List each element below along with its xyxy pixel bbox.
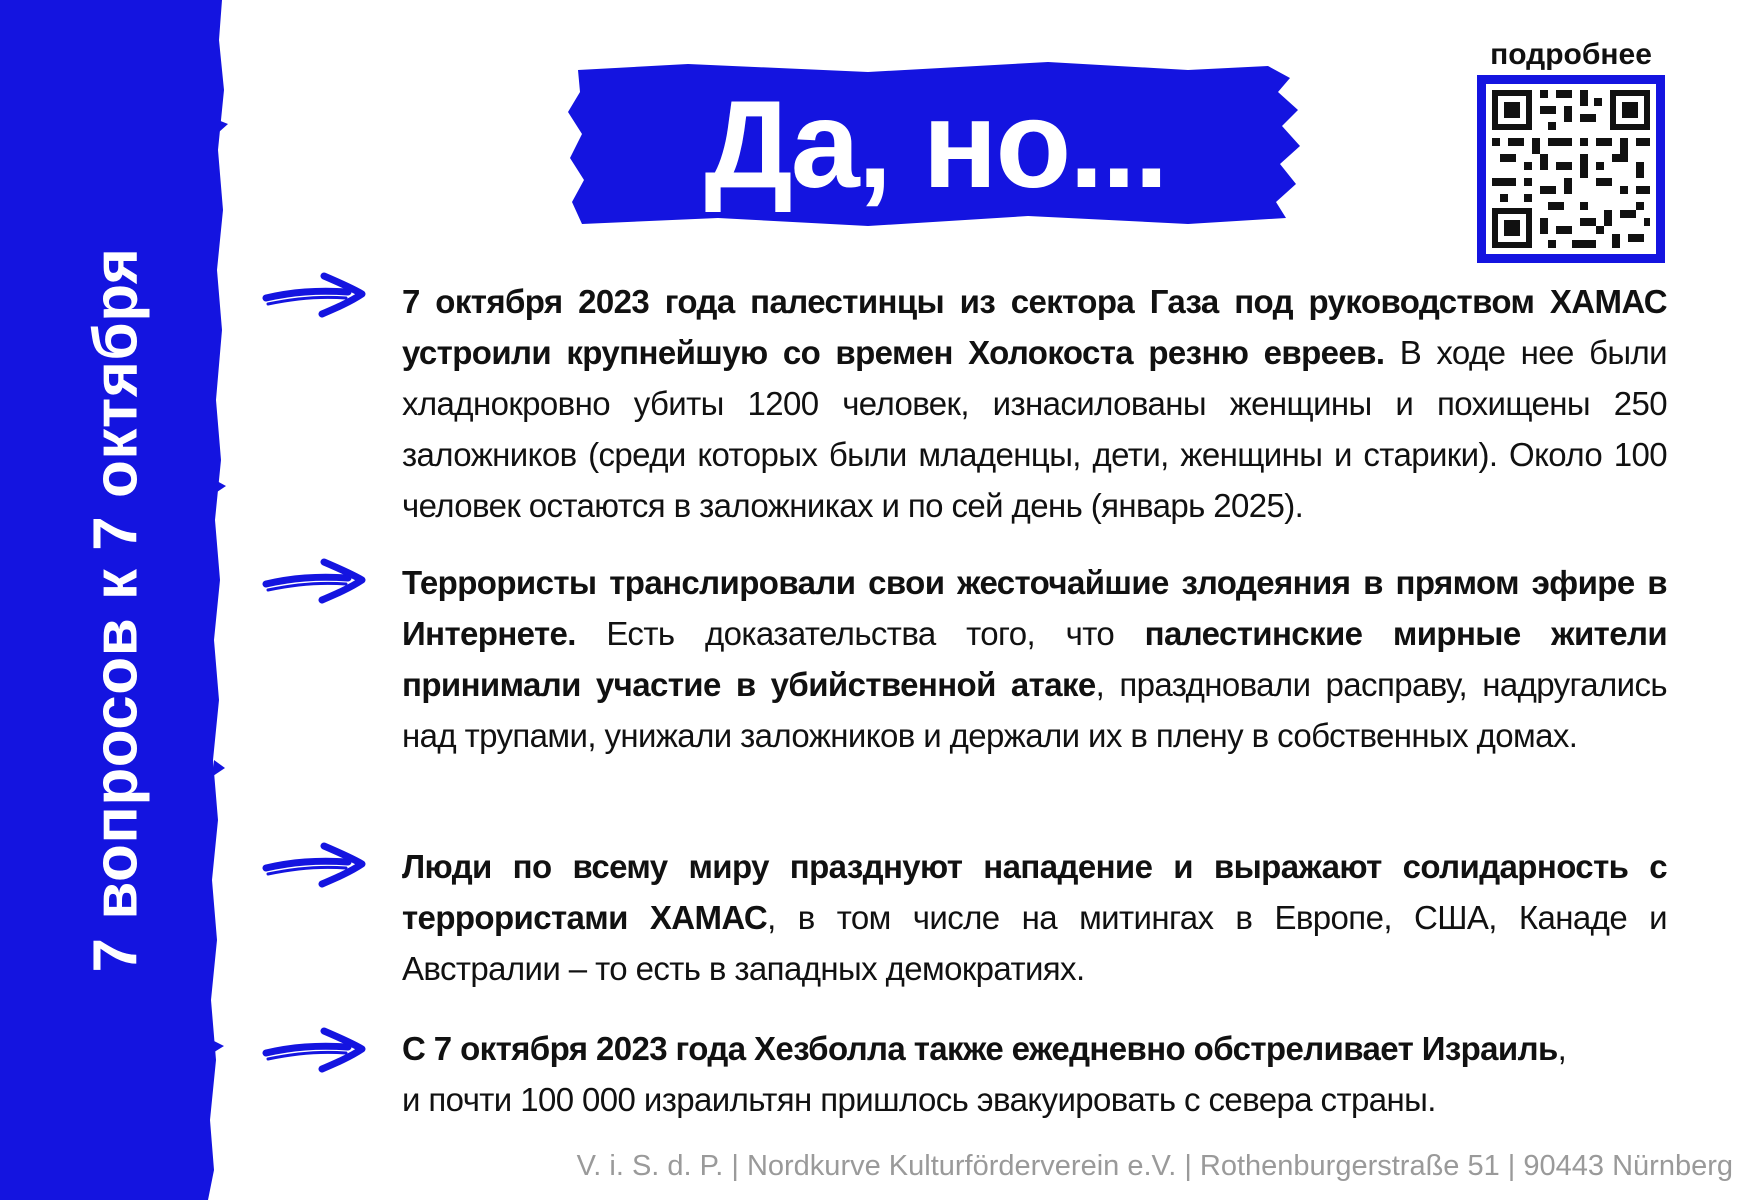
paragraph-text [402,276,1667,531]
arrow-right-icon [262,554,366,606]
paragraph-1 [402,276,1667,531]
paragraph-regular: , праздновали расправу, надругались над трупами, унижали заложников и держали их в плену в собственных домах. [402,666,1667,754]
footer-imprint: V. i. S. d. P. | Nordkurve Kulturförderverein e.V. | Rothenburgerstraße 51 | 90443 Nürnberg [576,1150,1733,1182]
paragraph-text [402,557,1667,761]
paragraph-bold: С 7 октября 2023 года Хезболла также ежедневно обстреливает Израиль [402,1030,1558,1067]
paragraph-bold: палестинские мирные жители принимали участие в убийственной атаке [402,615,1668,703]
paragraph-regular: , в том числе на митингах в Европе, США, Канаде и Австралии – то есть в западных демократиях. [402,899,1667,987]
paragraph-regular: , [1557,1030,1567,1067]
paragraph-regular: В ходе нее были хладнокровно убиты 1200 человек, изнасилованы женщины и похищены 250 заложников (среди которых были младенцы, дети, женщины и старики). Около 100 человек остаются в заложниках и по сей день (январь 2025). [402,334,1667,524]
qr-code-pattern [1486,84,1656,254]
title-banner [568,62,1303,227]
paragraph-text [402,841,1667,994]
paragraph-4 [402,1023,1667,1125]
sidebar-title: 7 вопросов к 7 октября [81,247,151,973]
arrow-right-icon [262,1023,366,1075]
paragraph-bold: Террористы транслировали свои жесточайшие злодеяния в прямом эфире в Интернете. [402,564,1667,652]
paragraph-2 [402,557,1667,761]
qr-label: подробнее [1490,38,1652,71]
arrow-right-icon [262,268,366,320]
arrow-right-icon [262,838,366,890]
paragraph-3 [402,841,1667,994]
paragraph-regular: и почти 100 000 израильтян пришлось эвакуировать с севера страны. [402,1081,1436,1118]
page-title: Да, но... [704,75,1167,214]
paragraph-regular: Есть доказательства того, что [575,615,1145,652]
qr-code-icon[interactable] [1477,75,1665,263]
paragraph-text [402,1023,1667,1125]
sidebar-band [0,0,230,1200]
paragraph-bold: 7 октября 2023 года палестинцы из сектора Газа под руководством ХАМАС устроили крупнейшую со времен Холокоста резню евреев. [402,283,1667,371]
paragraph-bold: Люди по всему миру празднуют нападение и выражают солидарность с террористами ХАМАС [402,848,1667,936]
qr-code-matrix [1486,84,1656,254]
